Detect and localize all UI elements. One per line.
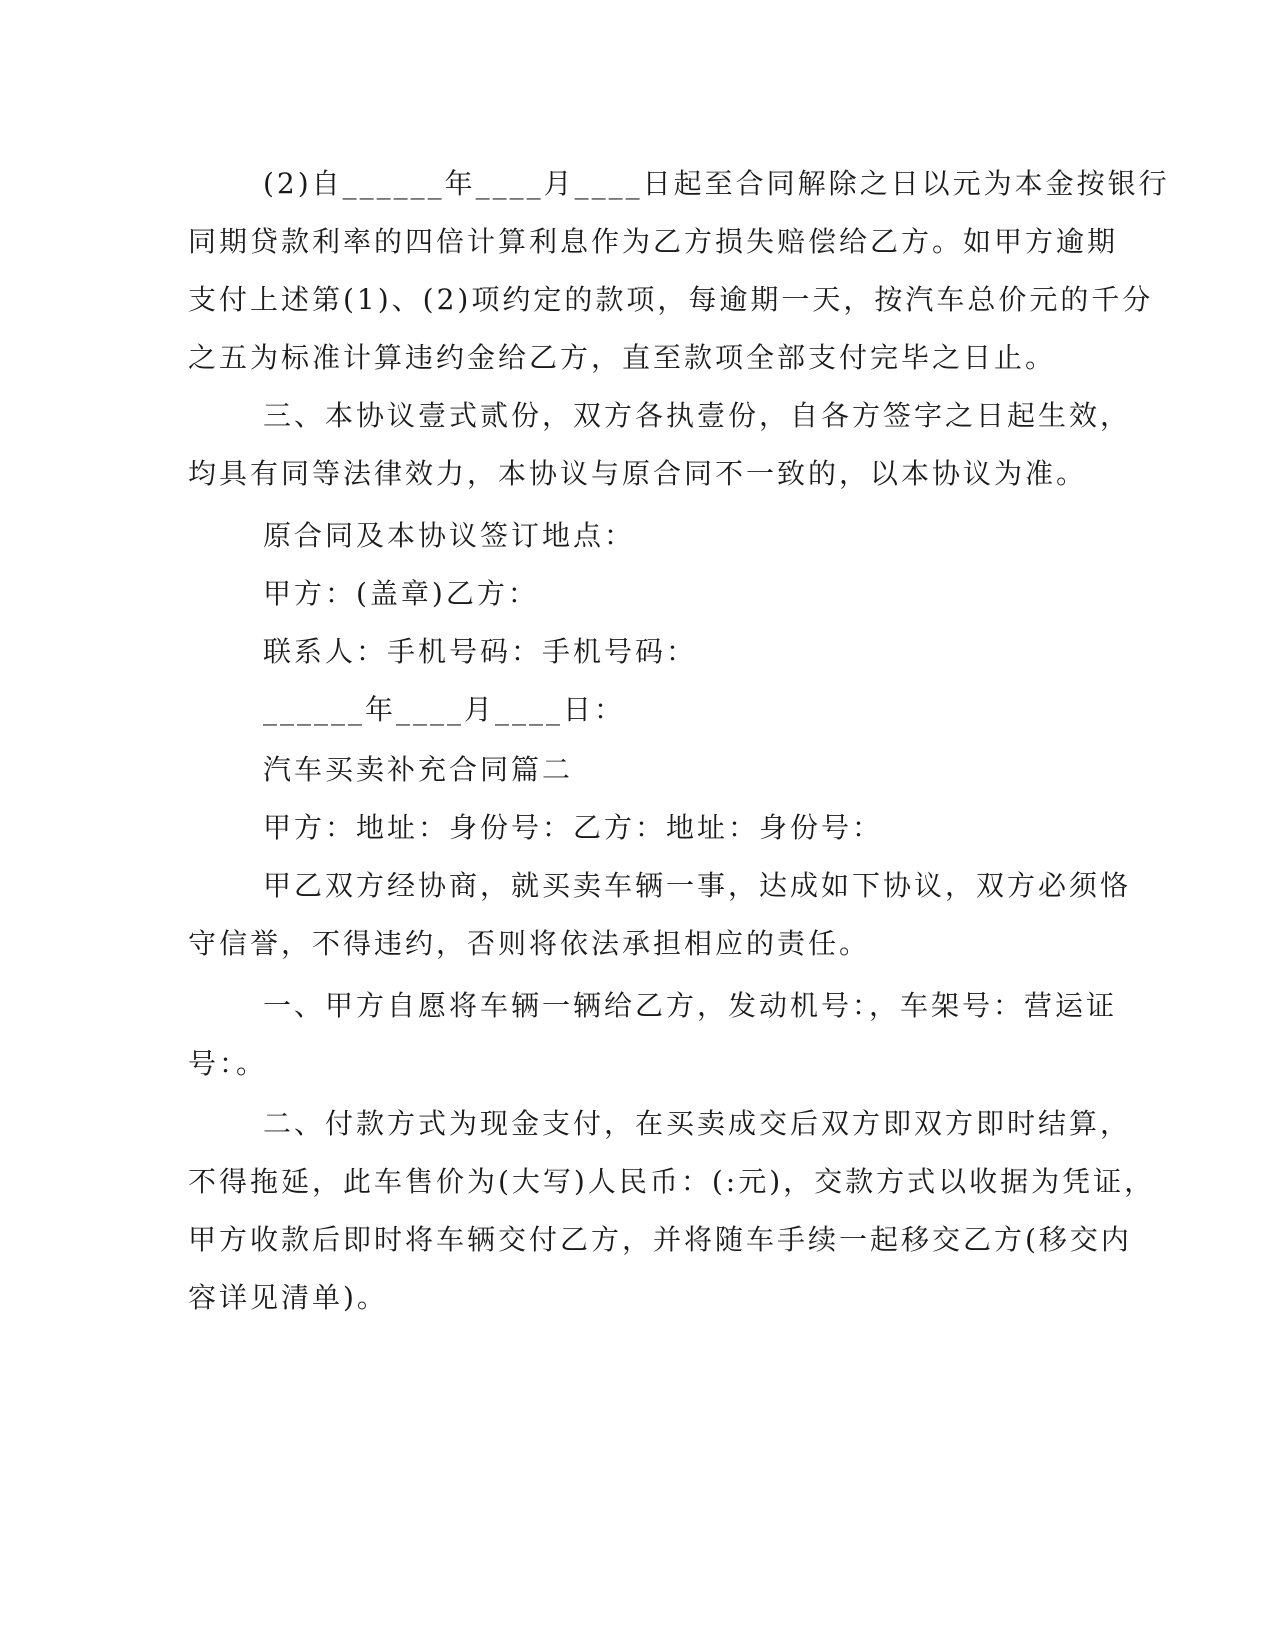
paragraph-article-two-line-4: 容详见清单)。 — [188, 1281, 388, 1314]
paragraph-intro-line-2: 守信誉，不得违约，否则将依法承担相应的责任。 — [188, 927, 871, 960]
paragraph-penalty-line-2: 同期贷款利率的四倍计算利息作为乙方损失赔偿给乙方。如甲方逾期 — [188, 225, 1119, 258]
paragraph-article-three-line-1: 三、本协议壹式贰份，双方各执壹份，自各方签字之日起生效， — [263, 399, 1132, 432]
paragraph-penalty-line-3: 支付上述第(1)、(2)项约定的款项，每逾期一天，按汽车总价元的千分 — [188, 283, 1154, 316]
paragraph-penalty-line-4: 之五为标准计算违约金给乙方，直至款项全部支付完毕之日止。 — [188, 341, 1057, 374]
parties-info-line: 甲方：地址：身份号：乙方：地址：身份号： — [263, 811, 884, 844]
paragraph-article-three-line-2: 均具有同等法律效力，本协议与原合同不一致的，以本协议为准。 — [188, 457, 1088, 490]
date-line: ______年____月____日： — [263, 693, 626, 726]
section-title: 汽车买卖补充合同篇二 — [263, 753, 574, 786]
signing-location-line: 原合同及本协议签订地点： — [263, 519, 636, 552]
paragraph-article-one-line-2: 号：。 — [188, 1047, 268, 1080]
contact-phone-line: 联系人：手机号码：手机号码： — [263, 635, 698, 668]
party-seal-line: 甲方：(盖章)乙方： — [263, 577, 539, 610]
paragraph-article-one-line-1: 一、甲方自愿将车辆一辆给乙方，发动机号：，车架号：营运证 — [263, 989, 1118, 1022]
paragraph-article-two-line-1: 二、付款方式为现金支付，在买卖成交后双方即双方即时结算， — [263, 1107, 1132, 1140]
paragraph-article-two-line-3: 甲方收款后即时将车辆交付乙方，并将随车手续一起移交乙方(移交内 — [188, 1223, 1132, 1256]
paragraph-penalty-line-1: (2)自______年____月____日起至合同解除之日以元为本金按银行 — [263, 167, 1170, 200]
paragraph-intro-line-1: 甲乙双方经协商，就买卖车辆一事，达成如下协议，双方必须恪 — [263, 869, 1132, 902]
paragraph-article-two-line-2: 不得拖延，此车售价为(大写)人民币：(:元)，交款方式以收据为凭证， — [188, 1165, 1156, 1198]
